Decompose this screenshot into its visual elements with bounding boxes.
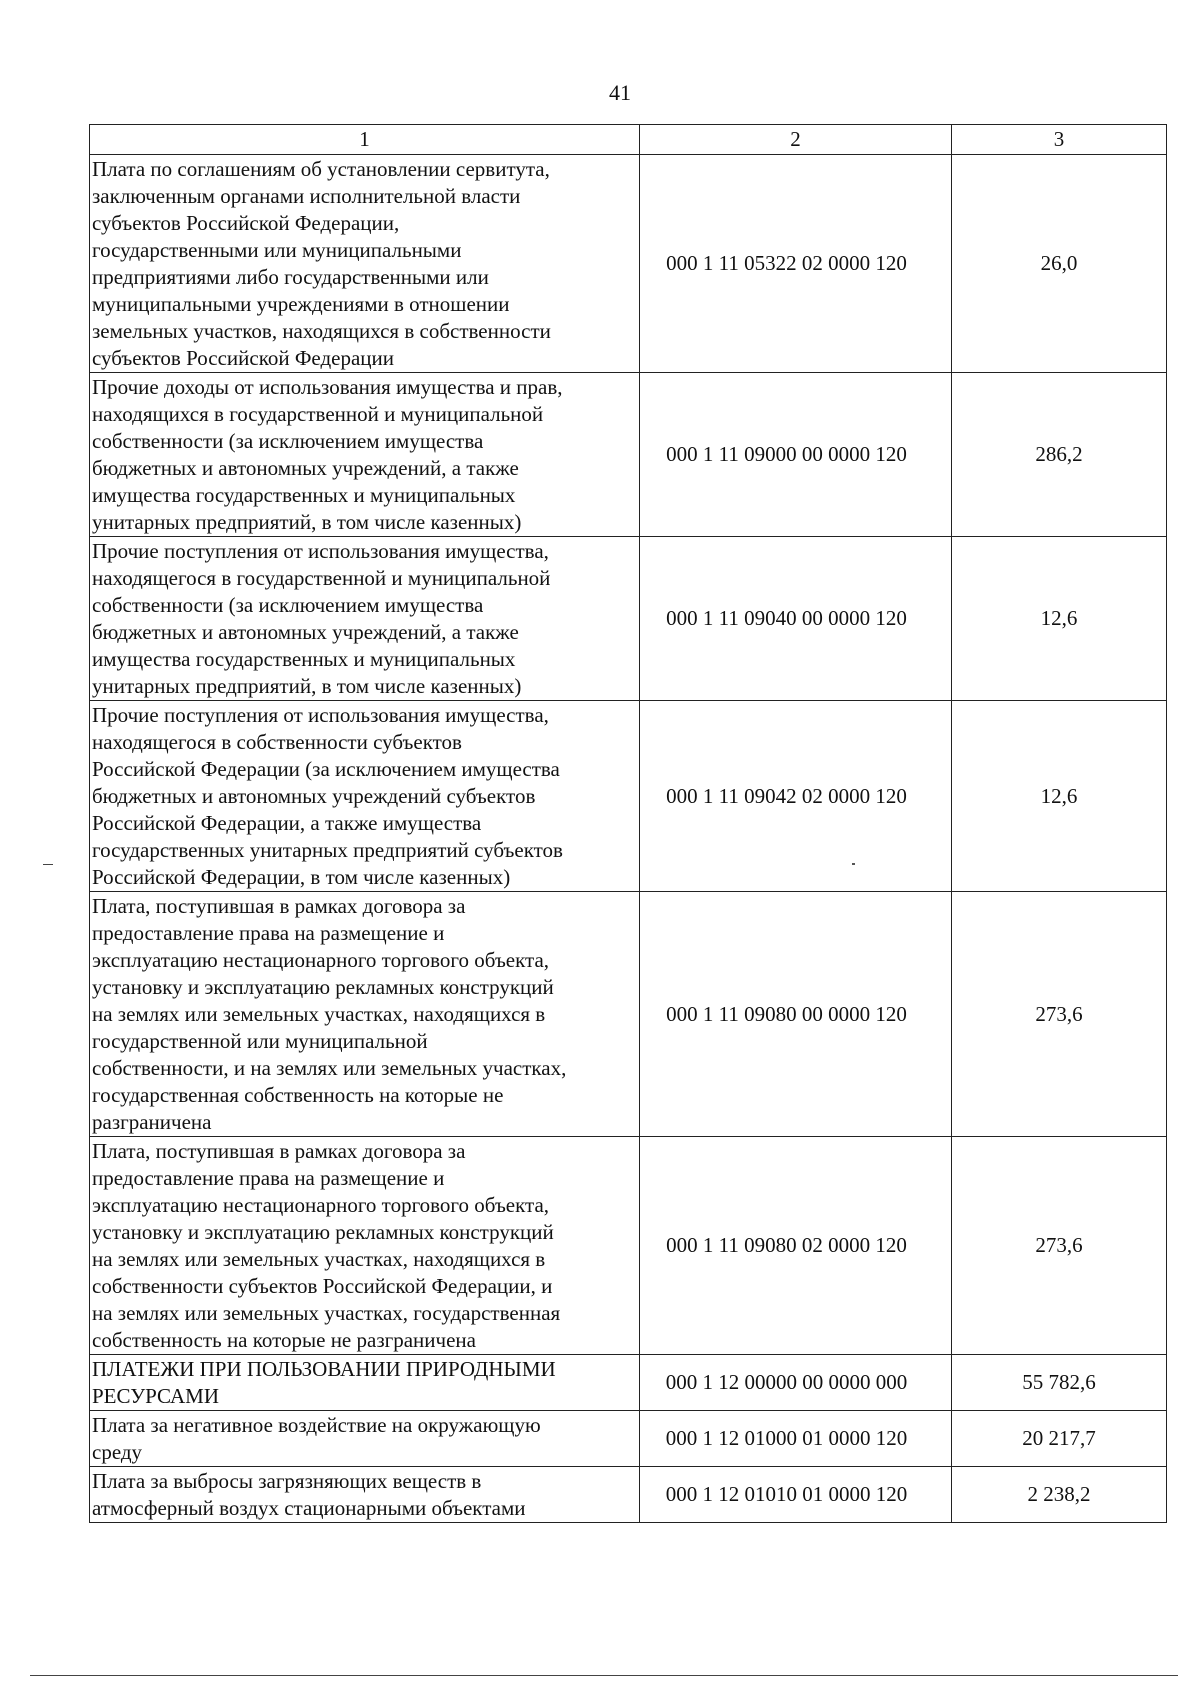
description-line: унитарных предприятий, в том числе казенных) [92, 510, 522, 534]
column-header-2: 2 [640, 125, 952, 155]
description-line: Прочие поступления от использования имущества, [92, 703, 549, 727]
description-line: Российской Федерации (за исключением имущества [92, 757, 560, 781]
description-line: предприятиями либо государственными или [92, 265, 489, 289]
description-line: муниципальными учреждениями в отношении [92, 292, 510, 316]
description-line: Плата за выбросы загрязняющих веществ в [92, 1469, 482, 1493]
table-row [90, 1411, 1167, 1467]
description-line: бюджетных и автономных учреждений субъектов [92, 784, 536, 808]
table-row [90, 892, 1167, 1137]
description-line: собственности (за исключением имущества [92, 429, 484, 453]
amount: 273,6 [952, 1137, 1167, 1355]
amount: 2 238,2 [952, 1467, 1167, 1523]
amount: 26,0 [952, 155, 1167, 373]
description-line: субъектов Российской Федерации, [92, 211, 400, 235]
description-line: Прочие поступления от использования имущества, [92, 539, 549, 563]
row-description [90, 701, 640, 892]
amount: 20 217,7 [952, 1411, 1167, 1467]
description-line: государственными или муниципальными [92, 238, 462, 262]
description-line: собственности, и на землях или земельных участках, [92, 1056, 567, 1080]
column-header-1: 1 [90, 125, 640, 155]
budget-code: 000 1 11 09040 00 0000 120 [640, 537, 952, 701]
table-row [90, 1355, 1167, 1411]
scan-speck [852, 863, 855, 865]
amount: 273,6 [952, 892, 1167, 1137]
budget-code: 000 1 11 09080 00 0000 120 [640, 892, 952, 1137]
description-line: эксплуатацию нестационарного торгового объекта, [92, 1193, 550, 1217]
description-line: собственность на которые не разграничена [92, 1328, 476, 1352]
budget-code: 000 1 11 09000 00 0000 120 [640, 373, 952, 537]
budget-code: 000 1 11 09080 02 0000 120 [640, 1137, 952, 1355]
description-line: установку и эксплуатацию рекламных конструкций [92, 975, 554, 999]
description-line: на землях или земельных участках, находящихся в [92, 1002, 546, 1026]
description-line: бюджетных и автономных учреждений, а также [92, 456, 519, 480]
description-line: Плата, поступившая в рамках договора за [92, 894, 466, 918]
description-line: заключенным органами исполнительной власти [92, 184, 521, 208]
row-description [90, 1467, 640, 1523]
row-description [90, 373, 640, 537]
amount: 12,6 [952, 701, 1167, 892]
description-line: Российской Федерации, в том числе казенных) [92, 865, 511, 889]
description-line: имущества государственных и муниципальных [92, 483, 516, 507]
description-line: находящихся в государственной и муниципальной [92, 402, 544, 426]
description-line: собственности субъектов Российской Федерации, и [92, 1274, 553, 1298]
row-description [90, 537, 640, 701]
amount: 286,2 [952, 373, 1167, 537]
table-row [90, 1467, 1167, 1523]
scan-edge-mark [43, 864, 53, 865]
description-line: ПЛАТЕЖИ ПРИ ПОЛЬЗОВАНИИ ПРИРОДНЫМИ [92, 1357, 556, 1381]
description-line: РЕСУРСАМИ [92, 1384, 220, 1408]
description-line: государственная собственность на которые не [92, 1083, 504, 1107]
description-line: субъектов Российской Федерации [92, 346, 395, 370]
description-line: находящегося в государственной и муниципальной [92, 566, 551, 590]
description-line: земельных участков, находящихся в собственности [92, 319, 551, 343]
row-description [90, 155, 640, 373]
description-line: государственных унитарных предприятий субъектов [92, 838, 563, 862]
description-line: предоставление права на размещение и [92, 921, 445, 945]
table-row [90, 701, 1167, 892]
table-header-row [90, 125, 1167, 155]
description-line: Плата, поступившая в рамках договора за [92, 1139, 466, 1163]
description-line: разграничена [92, 1110, 212, 1134]
description-line: атмосферный воздух стационарными объектами [92, 1496, 526, 1520]
revenue-table [89, 124, 1167, 1523]
budget-code: 000 1 11 05322 02 0000 120 [640, 155, 952, 373]
row-description [90, 1411, 640, 1467]
description-line: Плата за негативное воздействие на окружающую [92, 1413, 541, 1437]
row-description [90, 1355, 640, 1411]
description-line: находящегося в собственности субъектов [92, 730, 462, 754]
row-description [90, 892, 640, 1137]
budget-code: 000 1 12 00000 00 0000 000 [640, 1355, 952, 1411]
amount: 12,6 [952, 537, 1167, 701]
column-header-3: 3 [952, 125, 1167, 155]
budget-code: 000 1 12 01000 01 0000 120 [640, 1411, 952, 1467]
description-line: бюджетных и автономных учреждений, а также [92, 620, 519, 644]
description-line: Плата по соглашениям об установлении сервитута, [92, 157, 550, 181]
page-number: 41 [609, 80, 631, 105]
description-line: на землях или земельных участках, находящихся в [92, 1247, 546, 1271]
budget-code: 000 1 11 09042 02 0000 120 [640, 701, 952, 892]
description-line: унитарных предприятий, в том числе казенных) [92, 674, 522, 698]
row-description [90, 1137, 640, 1355]
table-row [90, 1137, 1167, 1355]
description-line: среду [92, 1440, 143, 1464]
description-line: эксплуатацию нестационарного торгового объекта, [92, 948, 550, 972]
description-line: на землях или земельных участках, государственная [92, 1301, 561, 1325]
description-line: государственной или муниципальной [92, 1029, 428, 1053]
description-line: собственности (за исключением имущества [92, 593, 484, 617]
description-line: Российской Федерации, а также имущества [92, 811, 482, 835]
table-row [90, 155, 1167, 373]
table-row [90, 537, 1167, 701]
table-row [90, 373, 1167, 537]
bottom-rule [30, 1675, 1178, 1676]
budget-code: 000 1 12 01010 01 0000 120 [640, 1467, 952, 1523]
amount: 55 782,6 [952, 1355, 1167, 1411]
description-line: имущества государственных и муниципальных [92, 647, 516, 671]
description-line: установку и эксплуатацию рекламных конструкций [92, 1220, 554, 1244]
description-line: Прочие доходы от использования имущества и прав, [92, 375, 563, 399]
description-line: предоставление права на размещение и [92, 1166, 445, 1190]
